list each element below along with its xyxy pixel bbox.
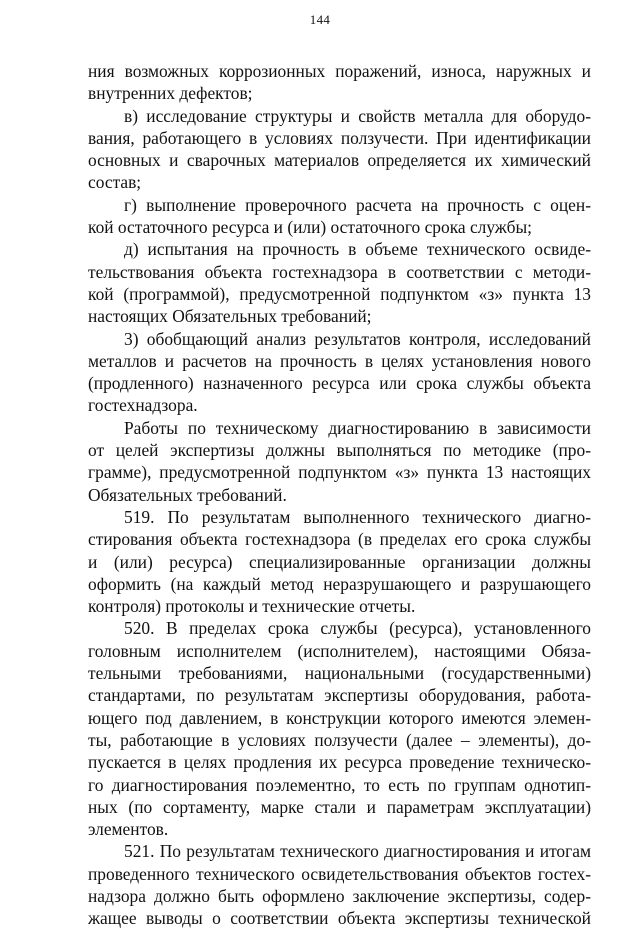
text-line: головным исполнителем (исполнителем), настоящими Обяза- [88,640,591,661]
paragraph [88,617,591,840]
text-line: (продленного) назначенного ресурса или срока службы объекта [88,373,591,394]
paragraph [88,194,591,239]
text-line: основных и сварочных материалов определяется их химический [88,150,591,171]
text-line: проведенного технического освидетельствования объектов гостех- [88,863,591,884]
text-line: 3) обобщающий анализ результатов контроля, исследований [124,328,591,349]
text-line: контроля) протоколы и технические отчеты. [88,596,416,617]
paragraph [88,840,591,929]
paragraph [88,60,591,105]
text-line: д) испытания на прочность в объеме технического освиде- [124,239,591,260]
text-line: металлов и расчетов на прочность в целях установления нового [88,350,591,371]
text-line: го диагностирования поэлементно, то есть по группам однотип- [88,774,591,795]
text-line: 521. По результатам технического диагностирования и итогам [124,841,591,862]
text-line: грамме), предусмотренной подпунктом «з» пункта 13 настоящих [88,462,591,483]
paragraph [88,506,591,617]
text-line: и (или) ресурса) специализированные организации должны [88,551,591,572]
text-line: кой (программой), предусмотренной подпунктом «з» пункта 13 [88,283,591,304]
page-number: 144 [309,12,331,27]
text-line: жащее выводы о соответствии объекта экспертизы технической [88,908,591,929]
text-line: вания, работающего в условиях ползучести. При идентификации [88,127,591,148]
text-line: ты, работающие в условиях ползучести (далее – элементы), до- [88,729,591,750]
text-line: 520. В пределах срока службы (ресурса), установленного [124,618,591,639]
text-line: состав; [88,172,142,193]
text-line: кой остаточного ресурса и (или) остаточного срока службы; [88,217,532,238]
text-line: стирования объекта гостехнадзора (в пределах его срока службы [88,529,591,550]
text-line: стандартами, по результатам экспертизы оборудования, работа- [88,685,591,706]
text-line: г) выполнение проверочного расчета на прочность с оцен- [124,194,591,215]
text-line: Работы по техническому диагностированию в зависимости [124,417,591,438]
text-line: 519. По результатам выполненного технического диагно- [124,506,591,527]
text-line: настоящих Обязательных требований; [88,306,372,327]
text-line: Обязательных требований. [88,484,287,505]
text-line: тельными требованиями, национальными (государственными) [88,663,591,684]
text-line: ющего под давлением, в конструкции которого имеются элемен- [88,707,591,728]
paragraph [88,417,591,506]
text-line: от целей экспертизы должны выполняться по методике (про- [88,440,591,461]
text-line: надзора должно быть оформлено заключение экспертизы, содер- [88,885,591,906]
paragraph [88,105,591,194]
paragraph [88,238,591,327]
text-line: гостехнадзора. [88,395,198,416]
text-line: тельствования объекта гостехнадзора в соответствии с методи- [88,261,591,282]
body-text [88,60,591,930]
text-line: в) исследование структуры и свойств металла для оборудо- [124,105,591,126]
text-line: элементов. [88,819,169,840]
text-line: ния возможных коррозионных поражений, износа, наружных и [88,61,591,81]
text-line: оформить (на каждый метод неразрушающего и разрушающего [88,573,591,594]
paragraph [88,328,591,417]
text-line: пускается в целях продления их ресурса проведение техническо- [88,752,591,773]
text-line: ных (по сортаменту, марке стали и параметрам эксплуатации) [88,796,591,817]
text-line: внутренних дефектов; [88,83,253,104]
